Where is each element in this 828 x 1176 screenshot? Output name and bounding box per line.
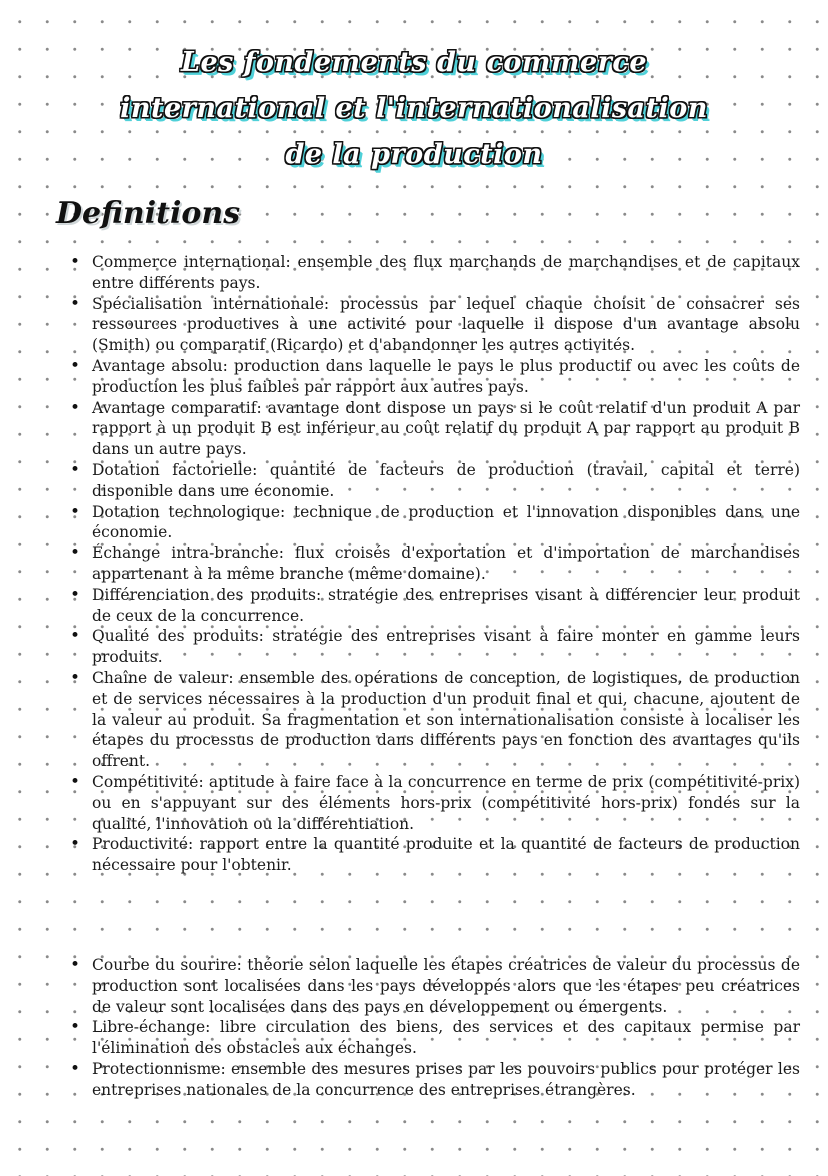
- definition-avantage-absolu: • Avantage absolu: production dans laquelle le pays le plus productif ou avec les coûts de production les plus faibles par rapport aux autres pays.: [70, 356, 800, 398]
- definition-courbe-du-sourire: • Courbe du sourire: théorie selon laquelle les étapes créatrices de valeur du processus de production sont localisées dans les pays développés alors que les étapes peu créatrices de valeur sont localisées dans des pays en développement ou émergents.: [70, 955, 800, 1017]
- definition-libre-echange: • Libre-échange: libre circulation des biens, des services et des capitaux permise par l'élimination des obstacles aux échanges.: [70, 1017, 800, 1059]
- definitions-list-2: [70, 955, 800, 1101]
- page-title: [0, 40, 828, 178]
- title-line-1: Les fondements du commerce: [180, 47, 648, 78]
- definition-chaine-de-valeur: • Chaîne de valeur: ensemble des opérations de conception, de logistiques, de production et de services nécessaires à la production d'un produit final et qui, chacune, ajoutent de la valeur au produit. Sa fragmentation et son internationalisation consiste à localiser les étapes du processus de production dans différents pays en fonction des avantages qu'ils offrent.: [70, 668, 800, 772]
- definition-qualite-produits: • Qualité des produits: stratégie des entreprises visant à faire monter en gamme leurs produits.: [70, 626, 800, 668]
- title-line-3: de la production: [285, 139, 543, 170]
- definition-specialisation-internationale: • Spécialisation internationale: processus par lequel chaque choisit de consacrer ses ressources productives à une activité pour laquelle il dispose d'un avantage absolu (Smith) ou comparatif (Ricardo) et d'abandonner les autres activités.: [70, 294, 800, 356]
- definition-productivite: • Productivité: rapport entre la quantité produite et la quantité de facteurs de production nécessaire pour l'obtenir.: [70, 834, 800, 876]
- definition-dotation-factorielle: • Dotation factorielle: quantité de facteurs de production (travail, capital et terre) disponible dans une économie.: [70, 460, 800, 502]
- definition-protectionnisme: • Protectionnisme: ensemble des mesures prises par les pouvoirs publics pour protéger les entreprises nationales de la concurrence des entreprises étrangères.: [70, 1059, 800, 1101]
- definition-avantage-comparatif: • Avantage comparatif: avantage dont dispose un pays si le coût relatif d'un produit A par rapport à un produit B est inférieur au coût relatif du produit A par rapport au produit B dans un autre pays.: [70, 398, 800, 460]
- definition-competitivite: • Compétitivité: aptitude à faire face à la concurrence en terme de prix (compétitivité-prix) ou en s'appuyant sur des éléments hors-prix (compétitivité hors-prix) fondés sur la qualité, l'innovation ou la différentiation.: [70, 772, 800, 834]
- title-line-2: international et l'internationalisation: [120, 93, 708, 124]
- definition-echange-intra-branche: • Échange intra-branche: flux croisés d'exportation et d'importation de marchandises appartenant à la même branche (même domaine).: [70, 543, 800, 585]
- section-title: Definitions: [56, 196, 241, 231]
- definition-commerce-international: • Commerce international: ensemble des flux marchands de marchandises et de capitaux entre différents pays.: [70, 252, 800, 294]
- definition-dotation-technologique: • Dotation technologique: technique de production et l'innovation disponibles dans une économie.: [70, 502, 800, 544]
- definition-differenciation-produits: • Différenciation des produits: stratégie des entreprises visant à différencier leur produit de ceux de la concurrence.: [70, 585, 800, 627]
- definitions-list: [70, 252, 800, 876]
